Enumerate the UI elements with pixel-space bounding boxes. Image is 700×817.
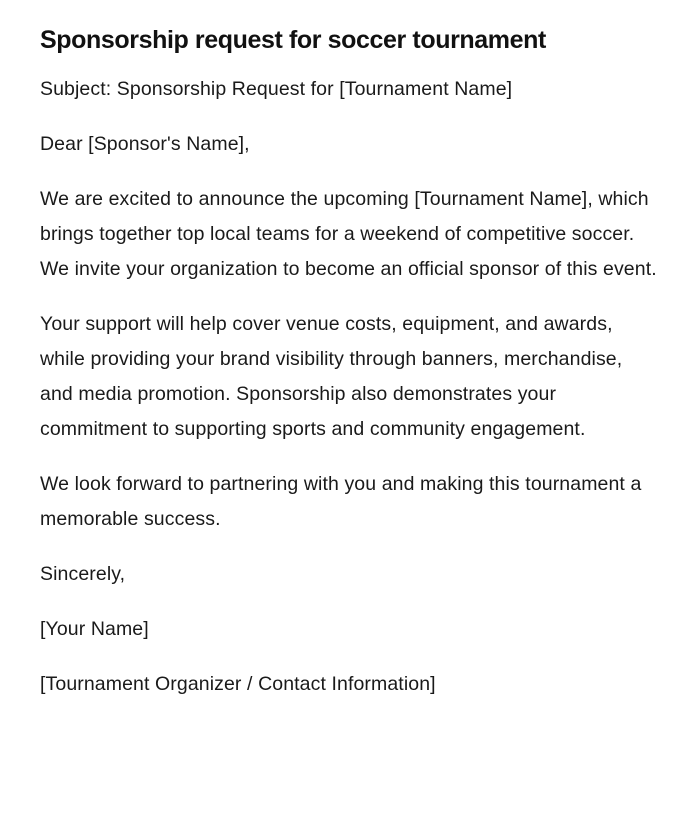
paragraph-closing-remark: We look forward to partnering with you and making this tournament a memorable success. (40, 473, 642, 530)
subject-line: Subject: Sponsorship Request for [Tournament Name] (40, 78, 513, 100)
paragraph-intro: We are excited to announce the upcoming [Tournament Name], which brings together top local teams for a weekend of competitive soccer. We invite your organization to become an official sponsor of this event. (40, 188, 657, 280)
document-title: Sponsorship request for soccer tournament (40, 26, 546, 54)
signature-contact: [Tournament Organizer / Contact Information] (40, 673, 436, 695)
salutation: Dear [Sponsor's Name], (40, 133, 250, 155)
signature-name: [Your Name] (40, 618, 149, 640)
closing: Sincerely, (40, 563, 126, 585)
paragraph-support: Your support will help cover venue costs, equipment, and awards, while providing your brand visibility through banners, merchandise, and media promotion. Sponsorship also demonstrates your commitment to supporting sports and community engagement. (40, 313, 623, 440)
